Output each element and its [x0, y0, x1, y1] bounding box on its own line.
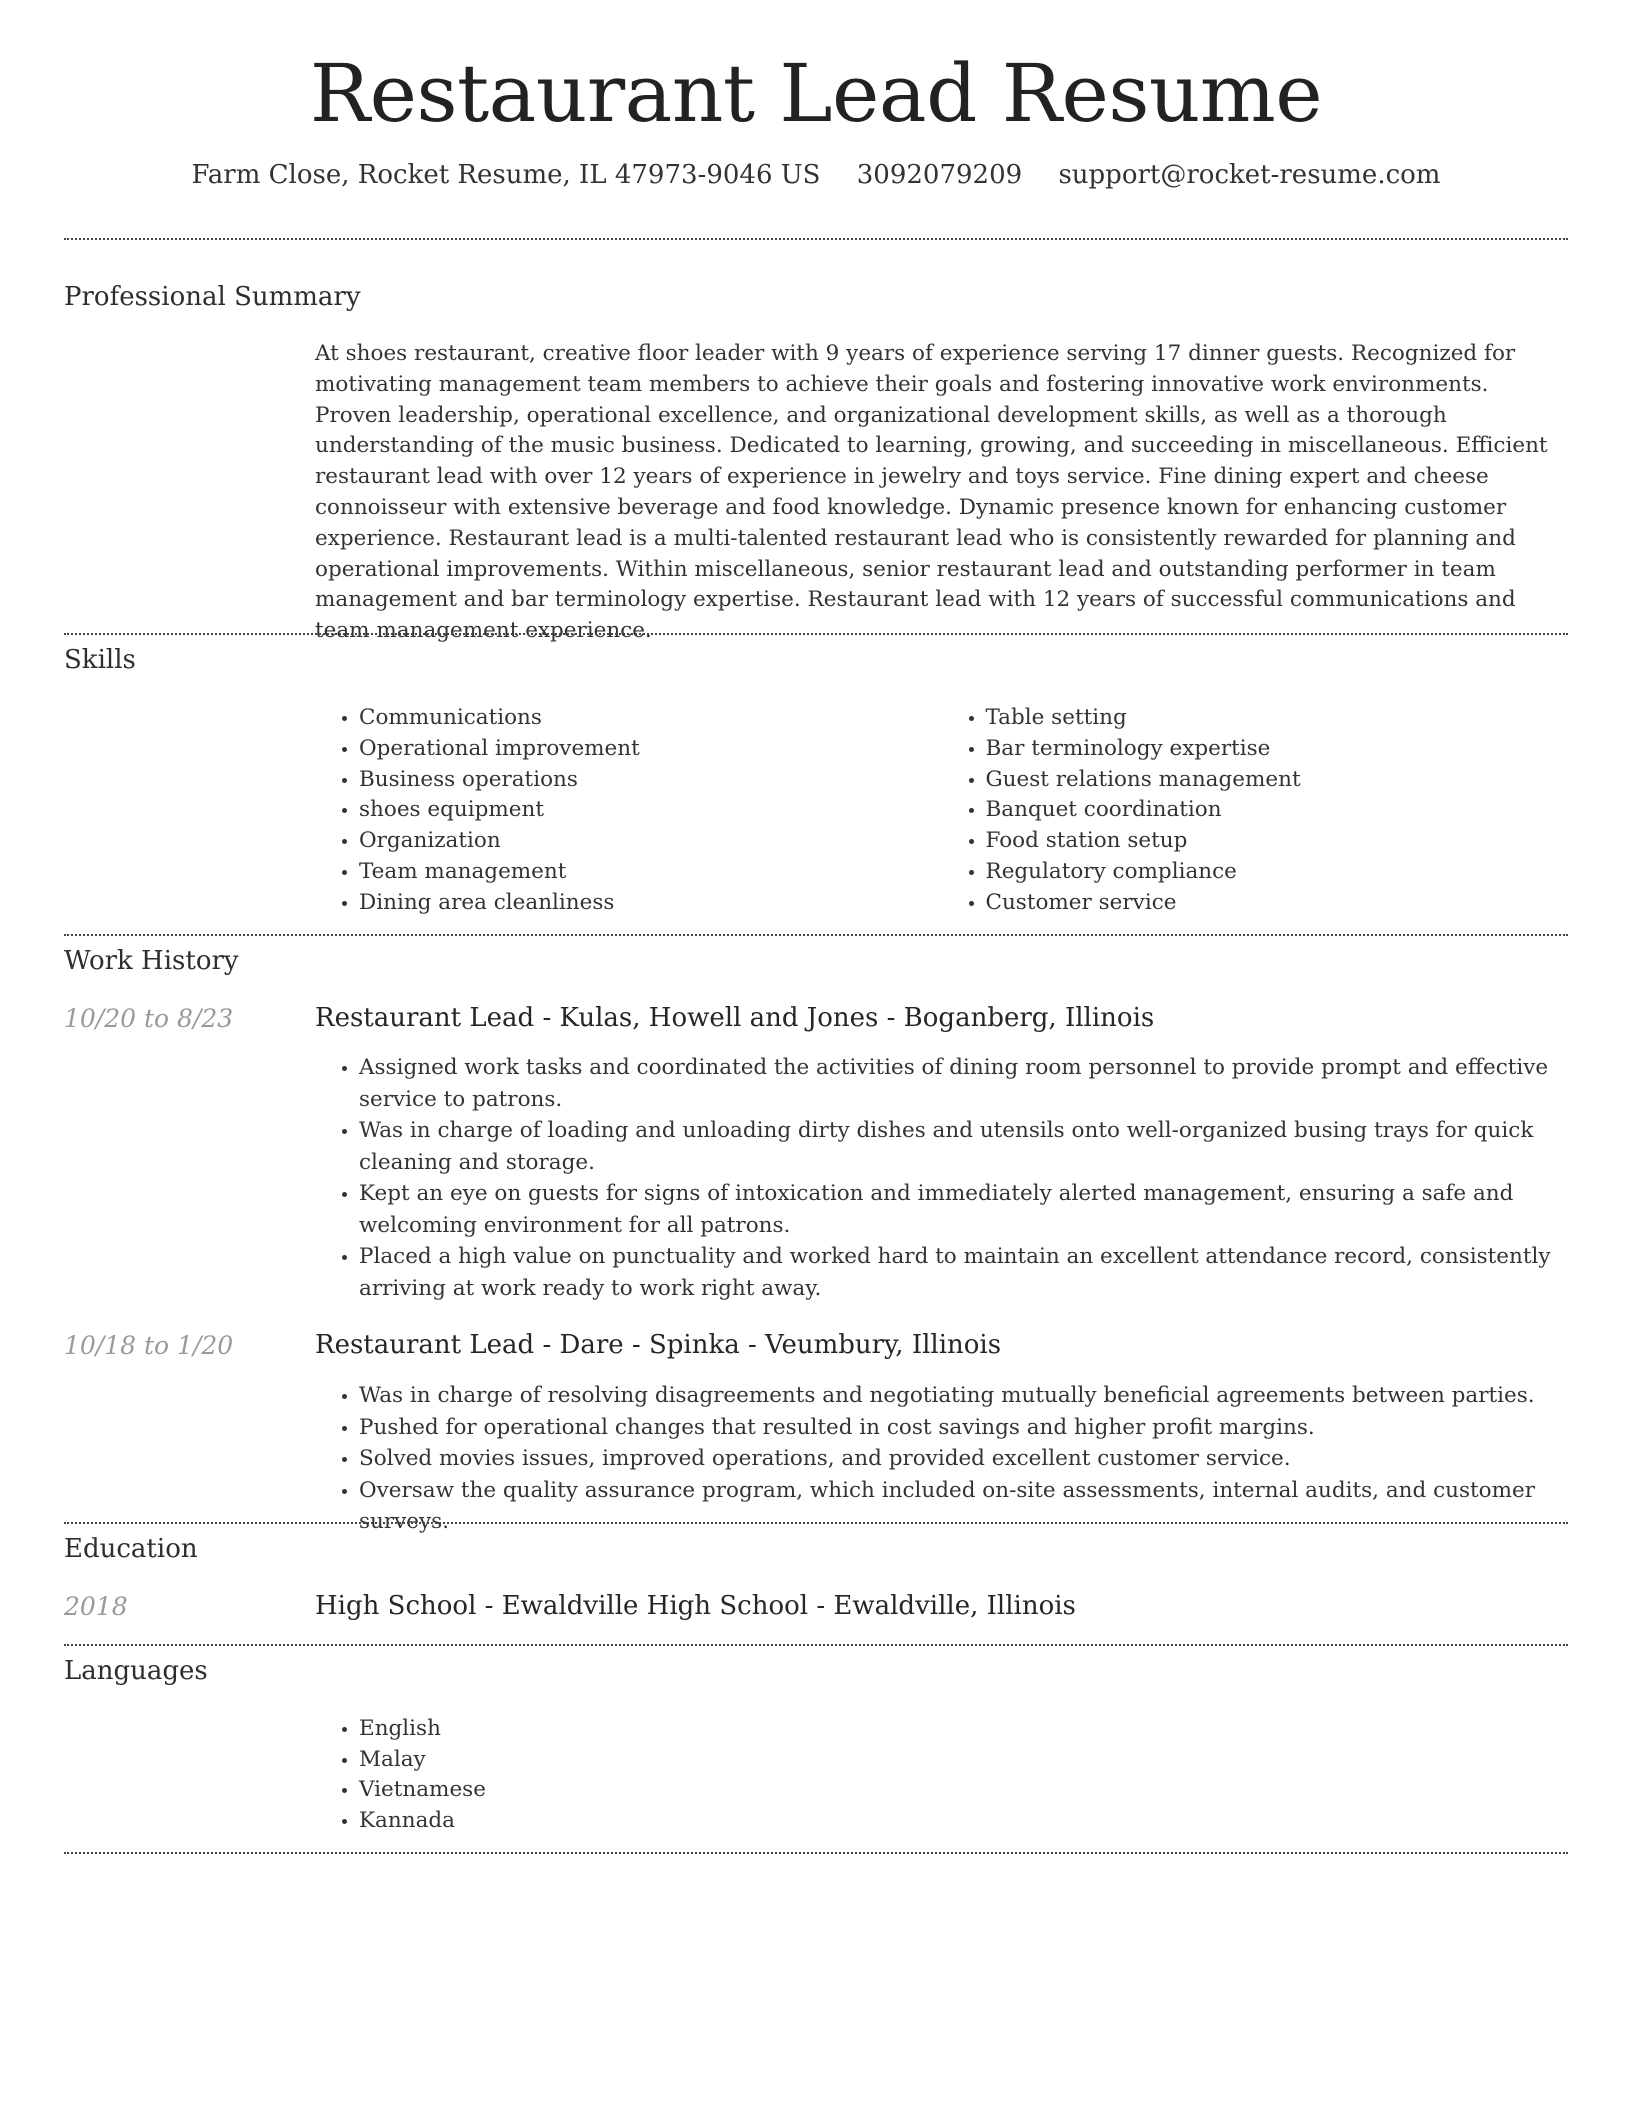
divider — [64, 1522, 1568, 1524]
job-dates: 10/20 to 8/23 — [64, 1004, 234, 1033]
skill-item: • Organization — [359, 826, 942, 857]
job-bullet: • Assigned work tasks and coordinated the activities of dining room personnel to provide prompt and effective service to patrons. — [359, 1052, 1568, 1115]
job-bullet: • Oversaw the quality assurance program, which included on-site assessments, internal audits, and customer surveys. — [359, 1475, 1568, 1538]
skill-item: • Customer service — [986, 888, 1569, 919]
job-bullet: • Solved movies issues, improved operations, and provided excellent customer service. — [359, 1443, 1568, 1475]
languages-list — [315, 1714, 1568, 1836]
job-bullet: • Placed a high value on punctuality and worked hard to maintain an excellent attendance record, consistently arriving at work ready to work right away. — [359, 1241, 1568, 1304]
contact-address: Farm Close, Rocket Resume, IL 47973-9046 US — [191, 160, 821, 190]
education-year: 2018 — [64, 1592, 128, 1621]
skill-item: • Guest relations management — [986, 765, 1569, 796]
education-entry: High School - Ewaldville High School - Ewaldville, Illinois — [315, 1591, 1076, 1621]
contact-phone: 3092079209 — [856, 160, 1023, 190]
skills-column-right — [942, 703, 1569, 919]
education-heading: Education — [64, 1534, 198, 1564]
job-bullets — [315, 1380, 1568, 1538]
divider — [64, 1852, 1568, 1854]
job-bullet: • Pushed for operational changes that resulted in cost savings and higher profit margins. — [359, 1412, 1568, 1444]
languages-heading: Languages — [64, 1656, 208, 1686]
job-bullets — [315, 1052, 1568, 1304]
job-bullet: • Was in charge of resolving disagreements and negotiating mutually beneficial agreements between parties. — [359, 1380, 1568, 1412]
language-item: • Kannada — [359, 1806, 1568, 1837]
job-title: Restaurant Lead - Kulas, Howell and Jones - Boganberg, Illinois — [315, 1003, 1155, 1033]
divider — [64, 238, 1568, 240]
summary-heading: Professional Summary — [64, 282, 361, 312]
divider — [64, 633, 1568, 635]
job-bullet: • Kept an eye on guests for signs of intoxication and immediately alerted management, ensuring a safe and welcoming environment for all patrons. — [359, 1178, 1568, 1241]
skills-column-left — [315, 703, 942, 919]
skill-item: • shoes equipment — [359, 795, 942, 826]
skill-item: • Food station setup — [986, 826, 1569, 857]
resume-title: Restaurant Lead Resume — [309, 47, 1323, 140]
skills-list — [315, 703, 1568, 919]
skill-item: • Regulatory compliance — [986, 857, 1569, 888]
resume-header — [64, 47, 1568, 190]
language-item: • Malay — [359, 1745, 1568, 1776]
contact-line — [64, 160, 1568, 190]
job-dates: 10/18 to 1/20 — [64, 1331, 234, 1360]
contact-email: support@rocket-resume.com — [1058, 160, 1441, 190]
skill-item: • Business operations — [359, 765, 942, 796]
summary-text: At shoes restaurant, creative floor leader with 9 years of experience serving 17 dinner guests. Recognized for motivating management team members to achieve their goals and fostering innovative work environments. Proven leadership, operational excellence, and organizational development skills, as well as a thorough understanding of the music business. Dedicated to learning, growing, and succeeding in miscellaneous. Efficient restaurant lead with over 12 years of experience in jewelry and toys service. Fine dining expert and cheese connoisseur with extensive beverage and food knowledge. Dynamic presence known for enhancing customer experience. Restaurant lead is a multi-talented restaurant lead who is consistently rewarded for planning and operational improvements. Within miscellaneous, senior restaurant lead and outstanding performer in team management and bar terminology expertise. Restaurant lead with 12 years of successful communications and team management experience. — [315, 341, 1548, 644]
job-bullet: • Was in charge of loading and unloading dirty dishes and utensils onto well-organized busing trays for quick cleaning and storage. — [359, 1115, 1568, 1178]
divider — [64, 934, 1568, 936]
language-item: • Vietnamese — [359, 1775, 1568, 1806]
skills-heading: Skills — [64, 645, 136, 675]
divider — [64, 1644, 1568, 1646]
skill-item: • Banquet coordination — [986, 795, 1569, 826]
skill-item: • Bar terminology expertise — [986, 734, 1569, 765]
skill-item: • Dining area cleanliness — [359, 888, 942, 919]
work-heading: Work History — [64, 946, 239, 976]
skill-item: • Communications — [359, 703, 942, 734]
language-item: • English — [359, 1714, 1568, 1745]
job-title: Restaurant Lead - Dare - Spinka - Veumbury, Illinois — [315, 1330, 1002, 1360]
skill-item: • Table setting — [986, 703, 1569, 734]
skill-item: • Operational improvement — [359, 734, 942, 765]
skill-item: • Team management — [359, 857, 942, 888]
